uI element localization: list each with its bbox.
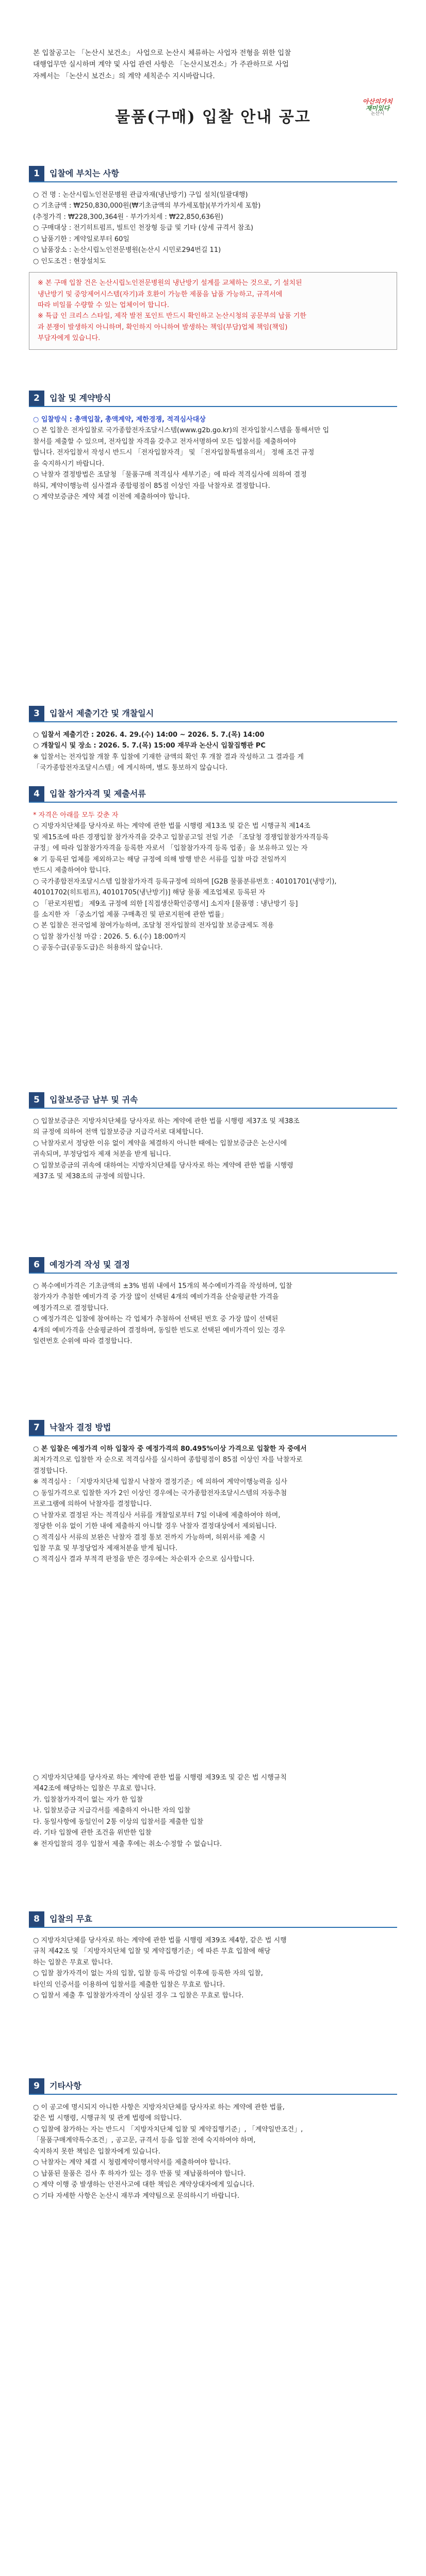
text-line: ○ 입찰 참가신청 마감 : 2026. 5. 6.(수) 18:00까지 bbox=[33, 933, 186, 941]
text-line: 나. 입찰보증금 지급각서를 제출하지 아니한 자의 입찰 bbox=[33, 1807, 191, 1815]
section-body bbox=[29, 1116, 397, 1182]
text-line: ○ 인도조건 : 현장설치도 bbox=[33, 257, 106, 265]
text-line: 귀속되며, 부정당업자 제재 처분을 받게 됩니다. bbox=[33, 1150, 171, 1159]
text-line: 결정합니다. bbox=[33, 1467, 68, 1475]
text-line: ○ 낙찰자로 결정된 자는 적격심사 서류를 개찰일로부터 7일 이내에 제출하여야 하며, bbox=[33, 1511, 281, 1519]
text-line: 규정」에 따라 입찰참가자격을 등록한 자로서 「입찰참가자격 등록 업종」을 보유하고 있는 자 bbox=[33, 844, 308, 853]
text-line: 찰서를 제출할 수 있으며, 전자입찰 자격을 갖추고 전자서명하여 모든 입찰서를 제출하여야 bbox=[33, 437, 297, 446]
text-line: 를 소지한 자 「중소기업 제품 구매촉진 및 판로지원에 관한 법률」 bbox=[33, 910, 228, 919]
section-4 bbox=[29, 786, 397, 954]
text-line: ○ 입찰서 제출 후 입찰참가자격이 상실된 경우 그 입찰은 무효로 합니다. bbox=[33, 1992, 244, 2000]
text-line: 「물품구매계약특수조건」, 공고문, 규격서 등을 입찰 전에 숙지하여야 하며, bbox=[33, 2137, 256, 2145]
text-line: ○ 낙찰자 결정방법은 조달청 「물품구매 적격심사 세부기준」에 따라 적격심사에 의하여 결정 bbox=[33, 471, 307, 479]
section-title: 입찰서 제출기간 및 개찰일시 bbox=[50, 708, 154, 718]
text-line: ○ 이 공고에 명시되지 아니한 사항은 지방자치단체를 당사자로 하는 계약에 관한 법률, bbox=[33, 2104, 285, 2111]
section-header bbox=[29, 706, 397, 722]
section-header bbox=[29, 391, 397, 407]
text-line: ※ 특급 인 크리스 스타일, 제작 발전 포인트 반드시 확인하고 논산시청의 공문부의 납품 기한 bbox=[38, 312, 306, 320]
text-line: ※ 입찰서는 전자입찰 개찰 후 입찰에 기재한 금액의 확인 후 개찰 결과 작성하고 그 결과를 게 bbox=[33, 753, 304, 761]
text-line: ○ 본 입찰은 예정가격 이하 입찰자 중 예정가격의 80.495%이상 가격으로 입찰한 자 중에서 bbox=[33, 1445, 307, 1453]
section-number: 3 bbox=[29, 706, 44, 721]
text-line: ○ 공동수급(공동도급)은 허용하지 않습니다. bbox=[33, 944, 163, 952]
text-line: 제37조 및 제38조의 규정에 의합니다. bbox=[33, 1173, 145, 1181]
text-line: ○ 지방자치단체를 당사자로 하는 계약에 관한 법률 시행령 제39조 제4항, 같은 법 시행 bbox=[33, 1937, 287, 1944]
section-title: 입찰에 부치는 사항 bbox=[50, 168, 119, 178]
text-line: 참가자가 추첨한 예비가격 중 가장 많이 선택된 4개의 예비가격을 산술평균한 가격을 bbox=[33, 1293, 279, 1301]
section-title: 입찰 및 계약방식 bbox=[50, 393, 111, 403]
section-title: 입찰보증금 납부 및 귀속 bbox=[50, 1094, 138, 1105]
section-header bbox=[29, 786, 397, 803]
section-title: 입찰의 무효 bbox=[50, 1913, 92, 1924]
text-line: ※ 적격심사 : 「지방자치단체 입찰시 낙찰자 결정기준」에 의하여 계약이행능력을 심사 bbox=[33, 1478, 287, 1486]
section-header bbox=[29, 166, 397, 182]
text-line: ○ 본 입찰은 전자입찰로 국가종합전자조달시스템(www.g2b.go.kr)의 전자입찰시스템을 통해서만 입 bbox=[33, 427, 330, 435]
text-line: 같은 법 시행령, 시행규칙 및 관계 법령에 의합니다. bbox=[33, 2114, 182, 2123]
section-number: 9 bbox=[29, 2078, 44, 2094]
text-line: ○ 「판로지원법」 제9조 규정에 의한 [직접생산확인증명서] 소지자 [물품명 : 냉난방기 등] bbox=[33, 900, 298, 908]
section-body bbox=[29, 190, 397, 267]
section-body bbox=[29, 414, 397, 503]
section-6 bbox=[29, 1257, 397, 1347]
page-title: 물품(구매) 입찰 안내 공고 bbox=[115, 108, 311, 126]
text-line: 「국가종합전자조달시스템」에 게시하며, 별도 통보하지 않습니다. bbox=[33, 764, 228, 772]
section-number: 2 bbox=[29, 391, 44, 406]
section-9 bbox=[29, 2078, 397, 2201]
section-number: 8 bbox=[29, 1911, 44, 1927]
text-line: ○ 입찰에 참가하는 자는 반드시 「지방자치단체 입찰 및 계약집행기준」, 「계약일반조건」, bbox=[33, 2125, 303, 2133]
section-title: 입찰 참가자격 및 제출서류 bbox=[50, 788, 146, 799]
section-body bbox=[29, 2102, 397, 2201]
text-line: * 자격은 아래를 모두 갖춘 자 bbox=[33, 811, 119, 819]
text-line: ○ 입찰보증금의 귀속에 대하여는 지방자치단체를 당사자로 하는 계약에 관한 법률 시행령 bbox=[33, 1161, 293, 1170]
text-line: ○ 입찰 참가자격이 없는 자의 입찰, 입찰 등록 마감일 이후에 등록한 자의 입찰, bbox=[33, 1970, 263, 1978]
text-line: 합니다. 전자입찰서 작성시 반드시 「전자입찰자격」 및 「전자입찰특별유의서」 정해 조건 규정 bbox=[33, 449, 315, 457]
text-line: 반드시 제출하여야 합니다. bbox=[33, 867, 111, 875]
section-number: 4 bbox=[29, 786, 44, 802]
section-body bbox=[29, 1444, 397, 1565]
city-logo: 아산의가치 재미있다 논산시 bbox=[363, 97, 392, 117]
text-line: ○ 예정가격은 입찰에 참여하는 각 업체가 추첨하여 선택된 번호 중 가장 많이 선택된 bbox=[33, 1315, 278, 1324]
section-body bbox=[29, 730, 397, 774]
text-line: ○ 복수예비가격은 기초금액의 ±3% 범위 내에서 15개의 복수예비가격을 작성하며, 입찰 bbox=[33, 1282, 292, 1290]
text-line: ○ 적격심사 서류의 보완은 낙찰자 결정 통보 전까지 가능하며, 허위서류 제출 시 bbox=[33, 1533, 266, 1541]
section-8 bbox=[29, 1911, 397, 2002]
text-line: ※ 본 구매 입찰 건은 논산시립노인전문병원의 냉난방기 설계를 교체하는 것으로, 기 설치된 bbox=[38, 279, 302, 287]
section-header bbox=[29, 2078, 397, 2095]
section-number: 1 bbox=[29, 166, 44, 181]
text-line: ○ 납품된 물품은 검사 후 하자가 있는 경우 반품 및 재납품하여야 합니다. bbox=[33, 2170, 246, 2178]
text-line: 제42조에 해당하는 입찰은 무효로 합니다. bbox=[33, 1785, 156, 1793]
text-line: 타인의 인증서를 이용하여 입찰서를 제출한 입찰은 무효로 합니다. bbox=[33, 1980, 225, 1989]
text-line: ○ 입찰서 제출기간 : 2026. 4. 29.(수) 14:00 ~ 2026. 5. 7.(목) 14:00 bbox=[33, 731, 265, 739]
text-line: 과 분쟁이 발생하지 아니하며, 확인하지 아니하여 발생하는 책임(부담)업체 책임(책임) bbox=[38, 323, 288, 331]
text-line: ○ 낙찰자로서 정당한 이유 없이 계약을 체결하지 아니한 때에는 입찰보증금은 논산시에 bbox=[33, 1139, 287, 1147]
text-line: ※ 전자입찰의 경우 입찰서 제출 후에는 취소·수정할 수 없습니다. bbox=[33, 1840, 222, 1848]
text-line: 하는 입찰은 무효로 합니다. bbox=[33, 1958, 113, 1967]
text-line: (추정가격 : ₩228,300,364원 · 부가가치세 : ₩22,850,636원) bbox=[33, 213, 223, 221]
intro-paragraph bbox=[29, 0, 397, 82]
section-number: 6 bbox=[29, 1257, 44, 1273]
section-5 bbox=[29, 1092, 397, 1182]
text-line: 냉난방기 및 중앙제어시스템(자기)과 호환이 가능한 제품을 납품 가능하고, 규격서에 bbox=[38, 290, 283, 298]
text-line: 및 제15조에 따른 경쟁입찰 참가자격을 갖추고 입찰공고일 전일 기준 「조달청 경쟁입찰참가자격등록 bbox=[33, 833, 329, 841]
section-header bbox=[29, 1092, 397, 1109]
title-area bbox=[29, 97, 397, 130]
section-body bbox=[29, 1935, 397, 2002]
section-2 bbox=[29, 391, 397, 503]
intro-line: 자께서는 「논산시 보건소」의 계약 세칙준수 지시바랍니다. bbox=[33, 72, 215, 80]
section-header bbox=[29, 1911, 397, 1928]
section-1 bbox=[29, 166, 397, 355]
text-line: ○ 낙찰자는 계약 체결 시 청렴계약이행서약서를 제출하여야 합니다. bbox=[33, 2159, 231, 2167]
text-line: 숙지하지 못한 책임은 입찰자에게 있습니다. bbox=[33, 2147, 160, 2156]
section-header bbox=[29, 1257, 397, 1274]
section-body bbox=[29, 1281, 397, 1347]
text-line: ○ 기초금액 : ₩250,830,000원(₩기초금액의 부가세포함)(부가가치세 포함) bbox=[33, 202, 261, 210]
text-line: 부담자에게 있습니다. bbox=[38, 334, 101, 343]
section-title: 낙찰자 결정 방법 bbox=[50, 1422, 111, 1432]
text-line: ○ 구매대상 : 전기히트펌프, 빌트인 천장형 등급 및 기타 (상세 규격서 참조) bbox=[33, 224, 254, 232]
section-7-continued bbox=[29, 1772, 397, 1850]
section-number: 7 bbox=[29, 1420, 44, 1435]
section-title: 기타사항 bbox=[50, 2080, 81, 2091]
text-line: 가. 입찰참가자격이 없는 자가 한 입찰 bbox=[33, 1795, 143, 1804]
text-line: 라. 기타 입찰에 관한 조건을 위반한 입찰 bbox=[33, 1829, 152, 1837]
section-header bbox=[29, 1420, 397, 1436]
text-line: 을 숙지하시기 바랍니다. bbox=[33, 460, 104, 468]
text-line: ○ 적격심사 결과 부적격 판정을 받은 경우에는 차순위자 순으로 심사합니다. bbox=[33, 1555, 255, 1564]
text-line: 다. 동일사항에 동일인이 2통 이상의 입찰서를 제출한 입찰 bbox=[33, 1818, 204, 1826]
text-line: ○ 지방자치단체를 당사자로 하는 계약에 관한 법률 시행령 제13조 및 같은 법 시행규칙 제14조 bbox=[33, 822, 310, 831]
text-line: ○ 입찰보증금은 지방자치단체를 당사자로 하는 계약에 관한 법률 시행령 제37조 및 제38조 bbox=[33, 1117, 300, 1125]
text-line: 의 규정에 의하여 전액 입찰보증금 지급각서로 대체합니다. bbox=[33, 1128, 204, 1137]
text-line: 4개의 예비가격을 산술평균하여 결정하며, 동일한 빈도로 선택된 예비가격이 있는 경우 bbox=[33, 1326, 286, 1334]
intro-line: 본 입찰공고는 「논산시 보건소」 사업으로 논산시 체류하는 사업자 전형을 위한 입찰 bbox=[33, 49, 291, 57]
text-line: ○ 지방자치단체를 당사자로 하는 계약에 관한 법률 시행령 제39조 및 같은 법 시행규칙 bbox=[33, 1774, 287, 1782]
section-body bbox=[29, 1772, 397, 1850]
text-line: 따라 비일률 수량할 수 있는 업체이어 합니다. bbox=[38, 301, 169, 309]
text-line: 예정가격으로 결정합니다. bbox=[33, 1304, 109, 1312]
text-line: 하되, 계약이행능력 심사결과 종합평점이 85점 이상인 자를 낙찰자로 결정합니다. bbox=[33, 482, 270, 490]
text-line: 일련번호 순위에 따라 결정합니다. bbox=[33, 1337, 133, 1346]
text-line: ※ 기 등록된 업체를 제외하고는 해당 규정에 의해 발행 받은 서류를 입찰 마감 전일까지 bbox=[33, 855, 287, 863]
section-7 bbox=[29, 1420, 397, 1565]
notice-box bbox=[29, 272, 397, 350]
text-line: ○ 개찰일시 및 장소 : 2026. 5. 7.(목) 15:00 재무과 논산시 입찰집행관 PC bbox=[33, 742, 266, 750]
text-line: ○ 납품장소 : 논산시립노인전문병원(논산시 시민로294번길 11) bbox=[33, 246, 221, 255]
text-line: 최저가격으로 입찰한 자 순으로 적격심사를 실시하여 종합평점이 85점 이상인 자를 낙찰자로 bbox=[33, 1456, 303, 1464]
intro-line: 대행업무만 실시하며 계약 및 사업 관련 사항은 「논산시보건소」가 주관하므로 사업 bbox=[33, 60, 289, 69]
text-line: ○ 국가종합전자조달시스템 입찰참가자격 등록규정에 의하여 [G2B 물품분류번호 : 40101701(냉방기), bbox=[33, 877, 337, 886]
text-line: ○ 납품기한 : 계약일로부터 60일 bbox=[33, 235, 129, 243]
section-number: 5 bbox=[29, 1092, 44, 1108]
text-line: ○ 기타 자세한 사항은 논산시 재무과 계약팀으로 문의하시기 바랍니다. bbox=[33, 2192, 240, 2200]
text-line: ○ 계약보증금은 계약 체결 이전에 제출하여야 합니다. bbox=[33, 493, 190, 501]
section-body bbox=[29, 810, 397, 954]
text-line: ○ 계약 이행 중 발생하는 안전사고에 대한 책임은 계약상대자에게 있습니다. bbox=[33, 2181, 255, 2189]
section-3 bbox=[29, 706, 397, 774]
text-line: 정당한 이유 없이 기한 내에 제출하지 아니할 경우 낙찰자 결정대상에서 제외됩니다. bbox=[33, 1522, 277, 1531]
section-title: 예정가격 작성 및 결정 bbox=[50, 1259, 130, 1269]
text-line: 입찰 무효 및 부정당업자 제재처분을 받게 됩니다. bbox=[33, 1544, 178, 1552]
text-line: ○ 건 명 : 논산시립노인전문병원 관급자재(냉난방기) 구입 설치(일괄대행) bbox=[33, 191, 248, 199]
text-line: ○ 동일가격으로 입찰한 자가 2인 이상인 경우에는 국가종합전자조달시스템의 자동추첨 bbox=[33, 1489, 287, 1497]
text-line: ○ 입찰방식 : 총액입찰, 총액계약, 제한경쟁, 적격심사대상 bbox=[33, 416, 206, 423]
text-line: 40101702(히트펌프), 40101705(냉난방기)] 해당 물품 제조업체로 등록된 자 bbox=[33, 889, 266, 897]
text-line: ○ 본 입찰은 전국업체 참여가능하며, 조달청 전자입찰의 전자입찰 보증금제도 적용 bbox=[33, 922, 274, 930]
text-line: 프로그램에 의하여 낙찰자를 결정합니다. bbox=[33, 1500, 152, 1509]
text-line: 규칙 제42조 및 「지방자치단체 입찰 및 계약집행기준」에 따른 무효 입찰에 해당 bbox=[33, 1947, 271, 1956]
